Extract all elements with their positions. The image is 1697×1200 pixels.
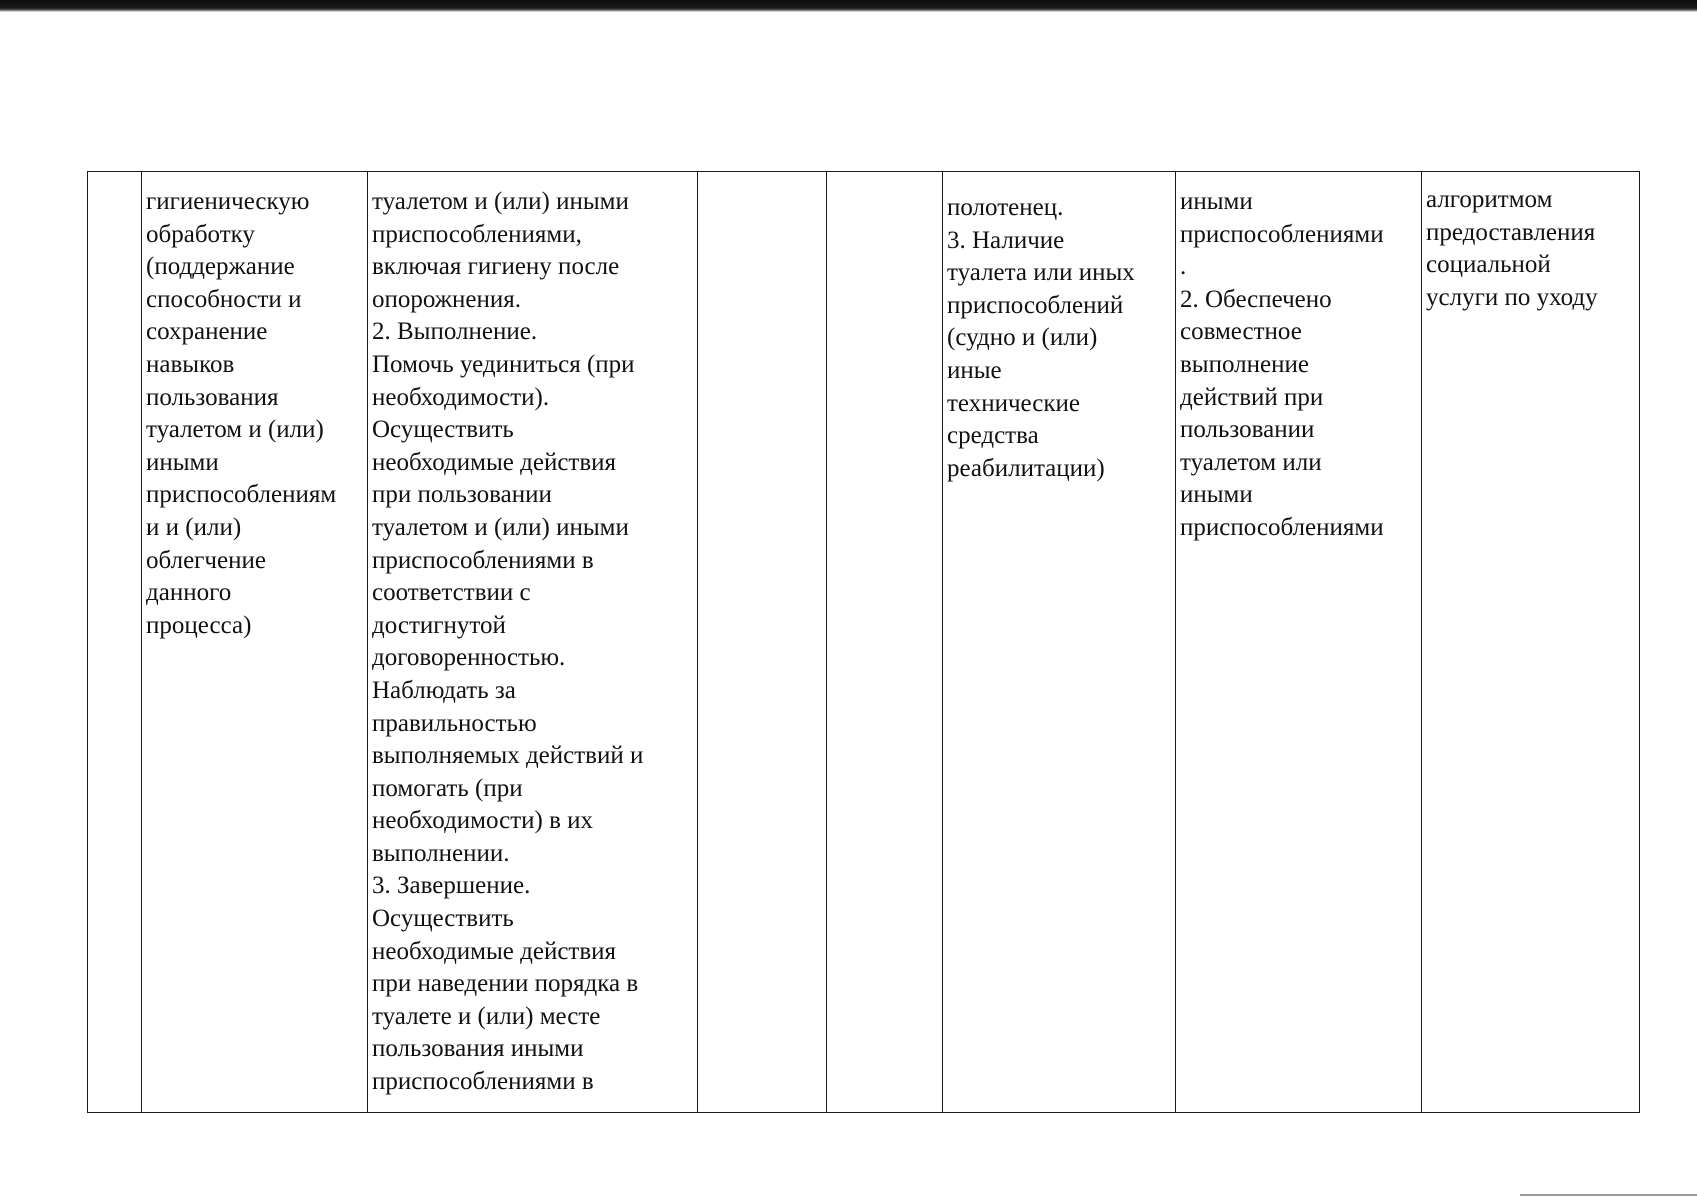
table-cell-service-name: гигиеническую обработку (поддержание способности и сохранение навыков пользования туалетом и (или) иными приспособлениям и и (или) облегчение данного процесса) [142,172,368,1113]
table-cell-results: иными приспособлениями . 2. Обеспечено совместное выполнение действий при пользовании туалетом или иными приспособлениями [1176,172,1422,1113]
table-cell-number [88,172,142,1113]
table-cell-empty-b [827,172,943,1113]
table-cell-empty-a [698,172,827,1113]
table-cell-conditions: полотенец. 3. Наличие туалета или иных приспособлений (судно и (или) иные технические средства реабилитации) [943,172,1176,1113]
scan-top-edge [0,0,1697,12]
table-row [88,172,1640,1113]
table-cell-assessment: алгоритмом предоставления социальной услуги по уходу [1422,172,1640,1113]
scan-artifact-line [1520,1194,1697,1196]
document-table [87,171,1640,1113]
table-cell-service-description: туалетом и (или) иными приспособлениями, включая гигиену после опорожнения. 2. Выполнение. Помочь уединиться (при необходимости). Осуществить необходимые действия при пользовании туалетом и (или) иными приспособлениями в соответствии с достигнутой договоренностью. Наблюдать за правильностью выполняемых действий и помогать (при необходимости) в их выполнении. 3. Завершение. Осуществить необходимые действия при наведении порядка в туалете и (или) месте пользования иными приспособлениями в [368,172,698,1113]
